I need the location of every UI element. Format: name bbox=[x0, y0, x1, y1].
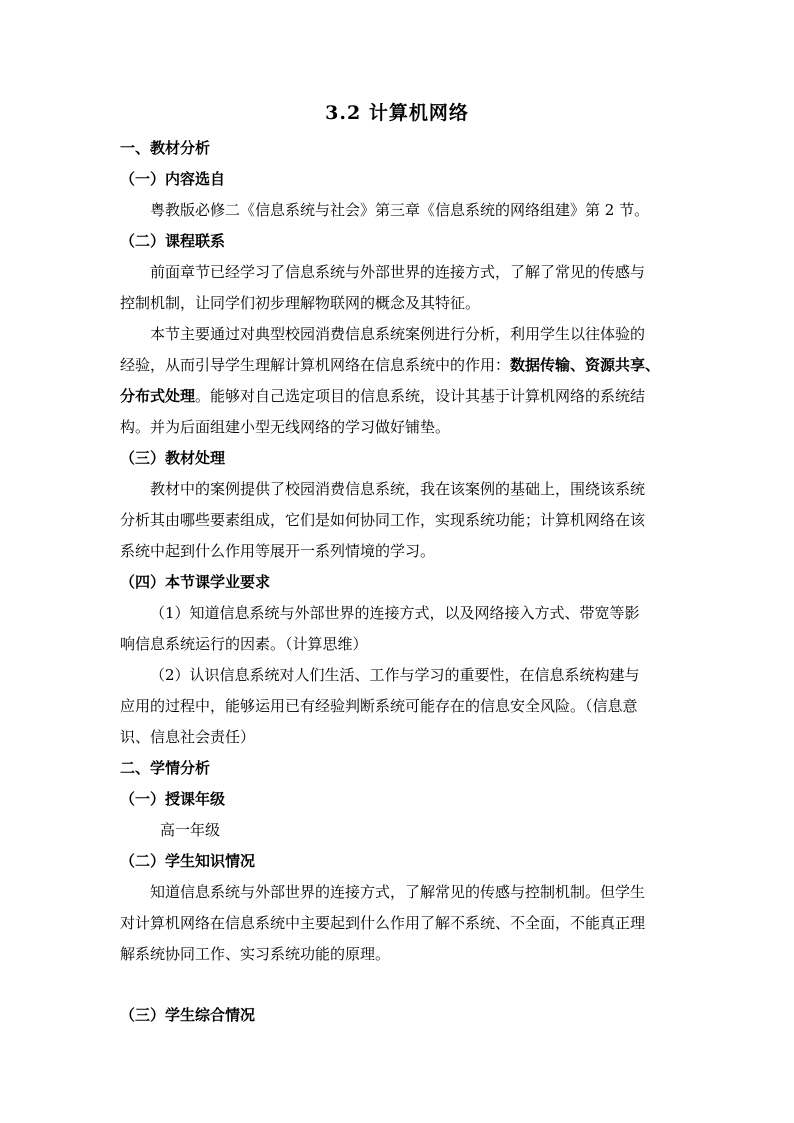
paragraph-line: 前面章节已经学习了信息系统与外部世界的连接方式，了解了常见的传感与 bbox=[150, 263, 646, 281]
paragraph-line: 本节主要通过对典型校园消费信息系统案例进行分析，利用学生以往体验的 bbox=[150, 325, 646, 343]
paragraph-line bbox=[120, 354, 680, 376]
paragraph-line: 教材中的案例提供了校园消费信息系统，我在该案例的基础上，围绕该系统 bbox=[150, 480, 646, 498]
page-title: 3.2 计算机网络 bbox=[325, 102, 469, 124]
grade-text: 高一年级 bbox=[160, 821, 221, 839]
requirement-line: 识、信息社会责任） bbox=[120, 728, 256, 746]
paragraph-line bbox=[120, 385, 680, 407]
requirement-line: 应用的过程中，能够运用已有经验判断系统可能存在的信息安全风险。（信息意 bbox=[120, 697, 638, 715]
paragraph-line: 系统中起到什么作用等展开一系列情境的学习。 bbox=[120, 542, 436, 560]
paragraph-line: 解系统协同工作、实习系统功能的原理。 bbox=[120, 945, 391, 963]
paragraph-line: 控制机制，让同学们初步理解物联网的概念及其特征。 bbox=[120, 294, 481, 312]
paragraph-line: 分析其由哪些要素组成，它们是如何协同工作，实现系统功能；计算机网络在该 bbox=[120, 511, 646, 529]
subheading-learning-requirements: （四）本节课学业要求 bbox=[120, 573, 271, 591]
bold-keywords: 分布式处理 bbox=[120, 387, 196, 405]
requirement-line: （1）知道信息系统与外部世界的连接方式，以及网络接入方式、带宽等影 bbox=[150, 604, 640, 622]
paragraph-line: 构。并为后面组建小型无线网络的学习做好铺垫。 bbox=[120, 418, 451, 436]
subheading-textbook-handling: （三）教材处理 bbox=[120, 449, 226, 467]
subheading-student-overall: （三）学生综合情况 bbox=[120, 1006, 256, 1024]
paragraph-content-source: 粤教版必修二《信息系统与社会》第三章《信息系统的网络组建》第 2 节。 bbox=[150, 201, 650, 219]
paragraph-text: 经验，从而引导学生理解计算机网络在信息系统中的作用： bbox=[120, 356, 511, 374]
subheading-course-connection: （二）课程联系 bbox=[120, 232, 226, 250]
bold-keywords: 数据传输、资源共享、 bbox=[510, 356, 661, 374]
section-heading-student-analysis: 二、学情分析 bbox=[120, 759, 211, 777]
subheading-student-knowledge: （二）学生知识情况 bbox=[120, 852, 256, 870]
requirement-line: （2）认识信息系统对人们生活、工作与学习的重要性，在信息系统构建与 bbox=[150, 666, 640, 684]
paragraph-text: 。能够对自己选定项目的信息系统，设计其基于计算机网络的系统结 bbox=[195, 387, 646, 405]
paragraph-line: 对计算机网络在信息系统中主要起到什么作用了解不系统、不全面，不能真正理 bbox=[120, 914, 646, 932]
subheading-grade: （一）授课年级 bbox=[120, 790, 226, 808]
requirement-line: 响信息系统运行的因素。（计算思维） bbox=[120, 635, 368, 653]
paragraph-line: 知道信息系统与外部世界的连接方式，了解常见的传感与控制机制。但学生 bbox=[150, 883, 646, 901]
subheading-content-source: （一）内容选自 bbox=[120, 170, 226, 188]
section-heading-textbook-analysis: 一、教材分析 bbox=[120, 139, 211, 157]
